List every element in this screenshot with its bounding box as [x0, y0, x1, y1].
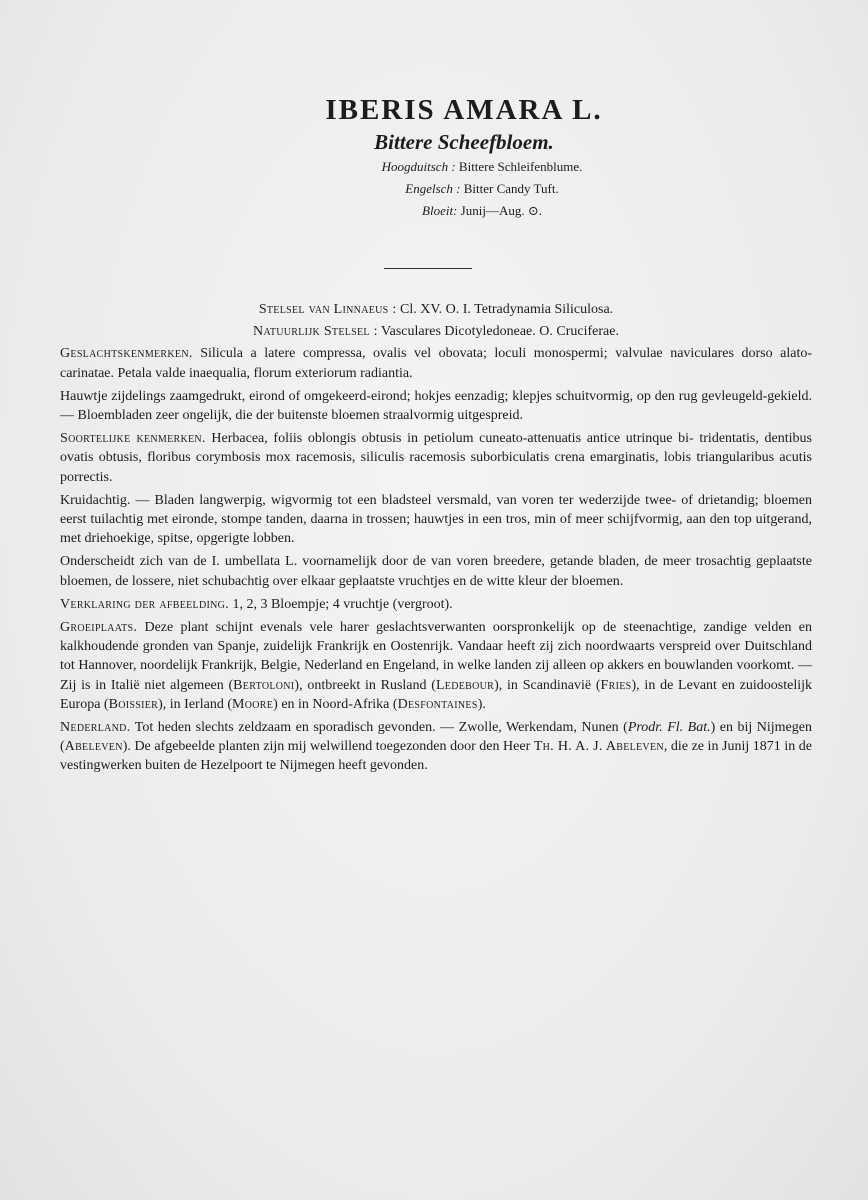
german-name-line	[96, 156, 868, 178]
netherlands-text: Tot heden slechts zeldzaam en sporadisch gevonden. — Zwolle, Werkendam, Nunen (	[130, 720, 628, 736]
figure-explanation	[60, 595, 812, 614]
german-label: Hoogduitsch :	[381, 159, 456, 174]
linnaeus-label: Stelsel van Linnaeus :	[258, 302, 397, 317]
figure-text: 1, 2, 3 Bloempje; 4 vruchtje (vergroot).	[228, 596, 453, 612]
habitat	[60, 618, 812, 714]
author-desfontaines: Desfontaines	[397, 696, 478, 712]
habitat-text: ).	[477, 696, 486, 712]
english-name: Bitter Candy Tuft.	[463, 181, 559, 196]
divider	[384, 268, 472, 269]
genus-characters	[60, 344, 812, 382]
english-name-line	[96, 178, 868, 200]
species-label: Soortelijke kenmerken.	[60, 431, 206, 447]
author-moore: Moore	[231, 696, 274, 712]
habitat-text: ), in Scandinavië (	[494, 677, 601, 693]
linnaeus-text: Cl. XV. O. I. Tetradynamia Siliculosa.	[396, 302, 614, 317]
species-latin: Herbacea, foliis oblongis obtusis in petiolum cuneato-attenuatis antice utrinque bi- tridentatis, dentibus ovatis obtusis, floribus corymbosis mox racemosis, siliculis racemosis suborbiculatis crena emarginatis, lobis triangularibus acutis porrectis.	[60, 431, 812, 485]
habitat-text: Deze plant schijnt evenals vele harer geslachtsverwanten oorspronkelijk op de steenachtige, zandige velden en kalkhoudende gronden van Spanje, zuidelijk Frankrijk en Oostenrijk. Vandaar heeft zij zich noordwaarts verspreid over Duitschland tot Hannover, noordelijk Frankrijk, Belgie, Nederland en Engeland, in welke landen zij alleen op akkers en bouwlanden voorkomt. — Zij is in Italië niet algemeen (	[60, 620, 812, 693]
genus-latin: Silicula a latere compressa, ovalis vel obovata; loculi monospermi; valvulae naviculares dorso alato-carinatae. Petala valde inaequalia, florum exteriorum radiantia.	[60, 346, 812, 381]
species-dutch: Kruidachtig. — Bladen langwerpig, wigvormig tot een bladsteel versmald, van voren ter wederzijde twee- of drietandig; bloemen eerst tuilachtig met eironde, stompe tanden, daarna in trossen; hauwtjes in een tros, min of meer schijfvormig, aan den top uitgerand, met driehoekige, spitse, opgerigte lobben.	[60, 492, 812, 547]
page-title: IBERIS AMARA L.	[325, 94, 603, 126]
netherlands-label: Nederland.	[60, 720, 131, 736]
genus-dutch: Hauwtje zijdelings zaamgedrukt, eirond of omgekeerd-eirond; hokjes eenzadig; klepjes schuitvormig, op den rug gevleugeld-gekield. — Bloembladen zeer ongelijk, die der buitenste bloemen straalvormig uitgespreid.	[60, 388, 812, 424]
figure-label: Verklaring der afbeelding.	[60, 596, 229, 612]
author-abeleven: Abeleven	[64, 739, 123, 755]
author-ledebour: Ledebour	[435, 677, 495, 693]
distinguish-note: Onderscheidt zich van de I. umbellata L. voornamelijk door de van voren breedere, getande bladen, de meer trosachtig geplaatste bloemen, de lossere, niet schubachtig over elkaar geplaatste vruchtjes en de witte kleur der bloemen.	[60, 554, 812, 589]
netherlands-text: , die ze in Junij 1871 in de vestingwerken buiten de Hezelpoort te Nijmegen heeft gevonden.	[60, 739, 812, 774]
natural-text: Vasculares Dicotyledoneae. O. Cruciferae.	[377, 324, 619, 340]
english-label: Engelsch :	[405, 181, 461, 196]
prodr-reference: Prodr. Fl. Bat.	[627, 720, 711, 736]
netherlands	[60, 718, 812, 776]
genus-label: Geslachtskenmerken.	[60, 346, 193, 362]
header	[0, 92, 868, 222]
natural-label: Natuurlijk Stelsel :	[253, 324, 378, 340]
habitat-text: ), ontbreekt in Rusland (	[294, 677, 436, 693]
natural-system	[60, 322, 812, 341]
netherlands-text: ). De afgebeelde planten zijn mij welwillend toegezonden door den Heer	[122, 739, 534, 755]
author-boissier: Boissier	[108, 696, 159, 712]
german-name: Bittere Schleifenblume.	[458, 159, 583, 174]
annual-symbol-icon: ⊙.	[527, 203, 542, 218]
species-characters	[60, 429, 812, 487]
netherlands-text: ) en bij Nijmegen (	[60, 720, 812, 755]
collector-name: Th. H. A. J. Abeleven	[533, 739, 664, 755]
habitat-text: ) en in Noord-Afrika (	[273, 696, 398, 712]
page-subtitle: Bittere Scheefbloem.	[374, 130, 554, 154]
habitat-text: ), in Ierland (	[158, 696, 232, 712]
linnaeus-system	[60, 300, 812, 319]
author-fries: Fries	[600, 677, 632, 693]
article-body	[60, 300, 812, 780]
bloom-line	[96, 200, 868, 222]
bloom-label: Bloeit:	[422, 203, 458, 218]
habitat-text: ), in de Levant en zuidoostelijk Europa (	[60, 677, 812, 712]
author-bertoloni: Bertoloni	[233, 677, 295, 693]
bloom-text: Junij—Aug.	[460, 203, 525, 218]
habitat-label: Groeiplaats.	[60, 620, 138, 636]
